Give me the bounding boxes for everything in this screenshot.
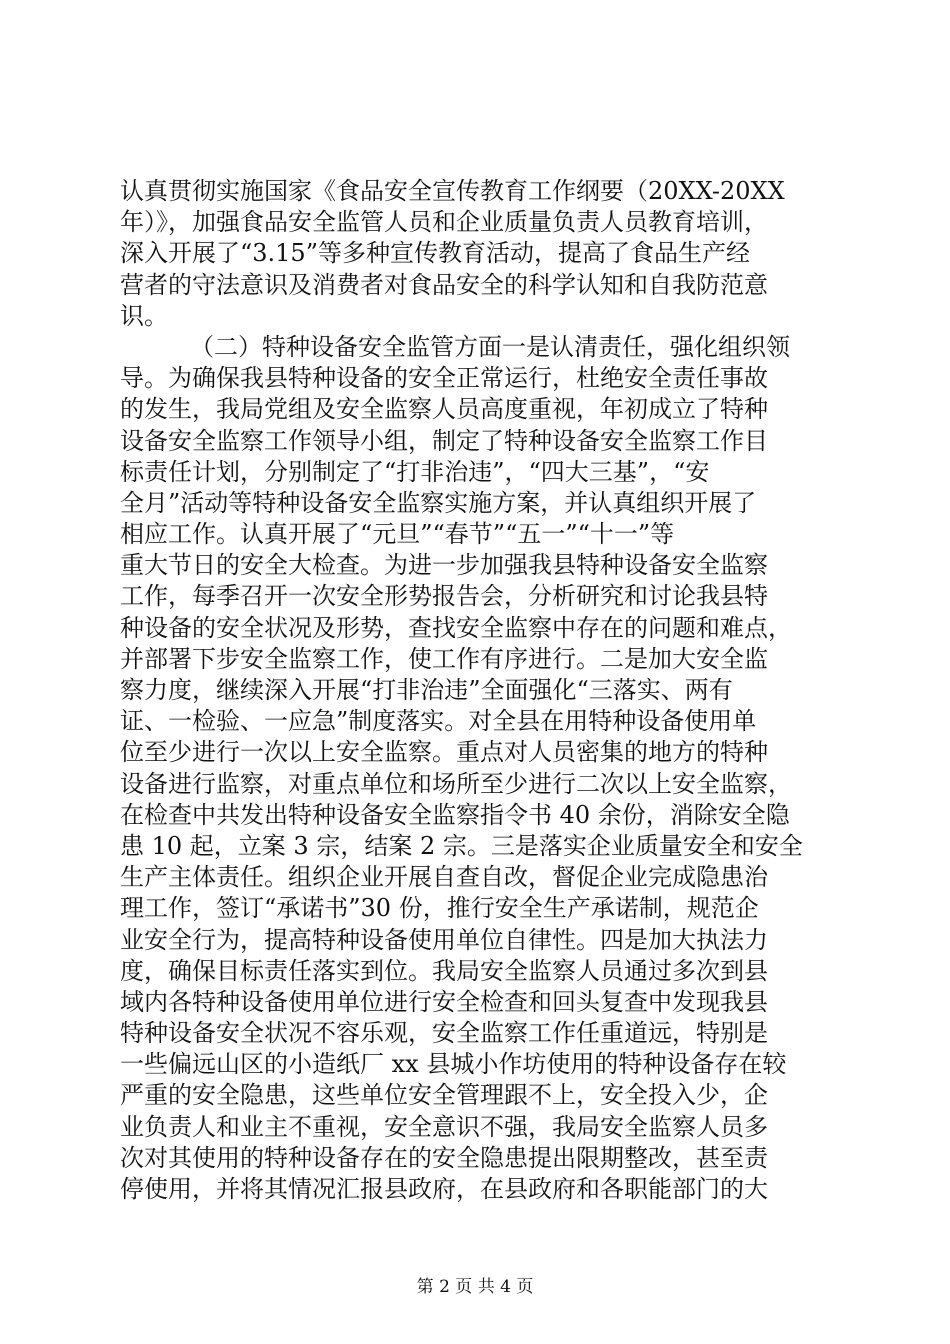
text-line: 特种设备安全状况不容乐观，安全监察工作任重道远，特别是: [120, 1019, 768, 1048]
text-line: 年）》，加强食品安全监管人员和企业质量负责人员教育培训，: [120, 208, 768, 237]
text-line: 一些偏远山区的小造纸厂 xx 县城小作坊使用的特种设备存在较: [120, 1050, 787, 1079]
text-line: 度，确保目标责任落实到位。我局安全监察人员通过多次到县: [120, 956, 768, 985]
text-line: 在检查中共发出特种设备安全监察指令书 40 余份，消除安全隐: [120, 800, 790, 829]
text-line: 的发生，我局党组及安全监察人员高度重视，年初成立了特种: [120, 395, 768, 424]
text-line: 域内各特种设备使用单位进行安全检查和回头复查中发现我县: [120, 987, 768, 1016]
text-line: 业负责人和业主不重视，安全意识不强，我局安全监察人员多: [120, 1112, 768, 1141]
text-line: （二）特种设备安全监管方面一是认清责任，强化组织领: [190, 332, 790, 361]
text-line: 察力度，继续深入开展“打非治违”全面强化“三落实、两有: [120, 676, 733, 704]
text-line: 导。为确保我县特种设备的安全正常运行，杜绝安全责任事故: [120, 364, 768, 393]
body-text: [120, 176, 840, 1205]
text-line: 生产主体责任。组织企业开展自查自改，督促企业完成隐患治: [120, 863, 768, 892]
text-line: 标责任计划，分别制定了“打非治违”，“四大三基”，“安: [120, 457, 710, 486]
text-line: 患 10 起，立案 3 宗，结案 2 宗。三是落实企业质量安全和安全: [120, 831, 803, 860]
text-line: 工作，每季召开一次安全形势报告会，分析研究和讨论我县特: [120, 582, 768, 611]
text-line: 种设备的安全状况及形势，查找安全监察中存在的问题和难点，: [120, 613, 792, 642]
text-line: 认真贯彻实施国家《食品安全宣传教育工作纲要（20XX-20XX: [120, 177, 785, 205]
text-line: 识。: [120, 301, 168, 330]
text-line: 设备进行监察，对重点单位和场所至少进行二次以上安全监察，: [120, 769, 792, 798]
text-line: 设备安全监察工作领导小组，制定了特种设备安全监察工作目: [120, 426, 768, 455]
text-line: 次对其使用的特种设备存在的安全隐患提出限期整改，甚至责: [120, 1143, 768, 1172]
text-line: 重大节日的安全大检查。为进一步加强我县特种设备安全监察: [120, 551, 768, 580]
text-line: 并部署下步安全监察工作，使工作有序进行。二是加大安全监: [120, 644, 768, 673]
text-line: 停使用，并将其情况汇报县政府，在县政府和各职能部门的大: [120, 1175, 768, 1203]
text-line: 深入开展了“3.15”等多种宣传教育活动，提高了食品生产经: [120, 239, 750, 268]
text-line: 位至少进行一次以上安全监察。重点对人员密集的地方的特种: [120, 738, 768, 767]
text-line: 相应工作。认真开展了“元旦”“春节”“五一”“十一”等: [120, 520, 675, 549]
text-line: 严重的安全隐患，这些单位安全管理跟不上，安全投入少，企: [120, 1081, 768, 1110]
text-line: 业安全行为，提高特种设备使用单位自律性。四是加大执法力: [120, 925, 768, 954]
text-line: 理工作，签订“承诺书”30 份，推行安全生产承诺制，规范企: [120, 894, 759, 923]
text-line: 证、一检验、一应急”制度落实。对全县在用特种设备使用单: [120, 707, 757, 736]
text-line: 营者的守法意识及消费者对食品安全的科学认知和自我防范意: [120, 270, 768, 299]
page-footer: 第 2 页 共 4 页: [416, 1277, 534, 1297]
text-line: 全月”活动等特种设备安全监察实施方案，并认真组织开展了: [120, 488, 757, 517]
